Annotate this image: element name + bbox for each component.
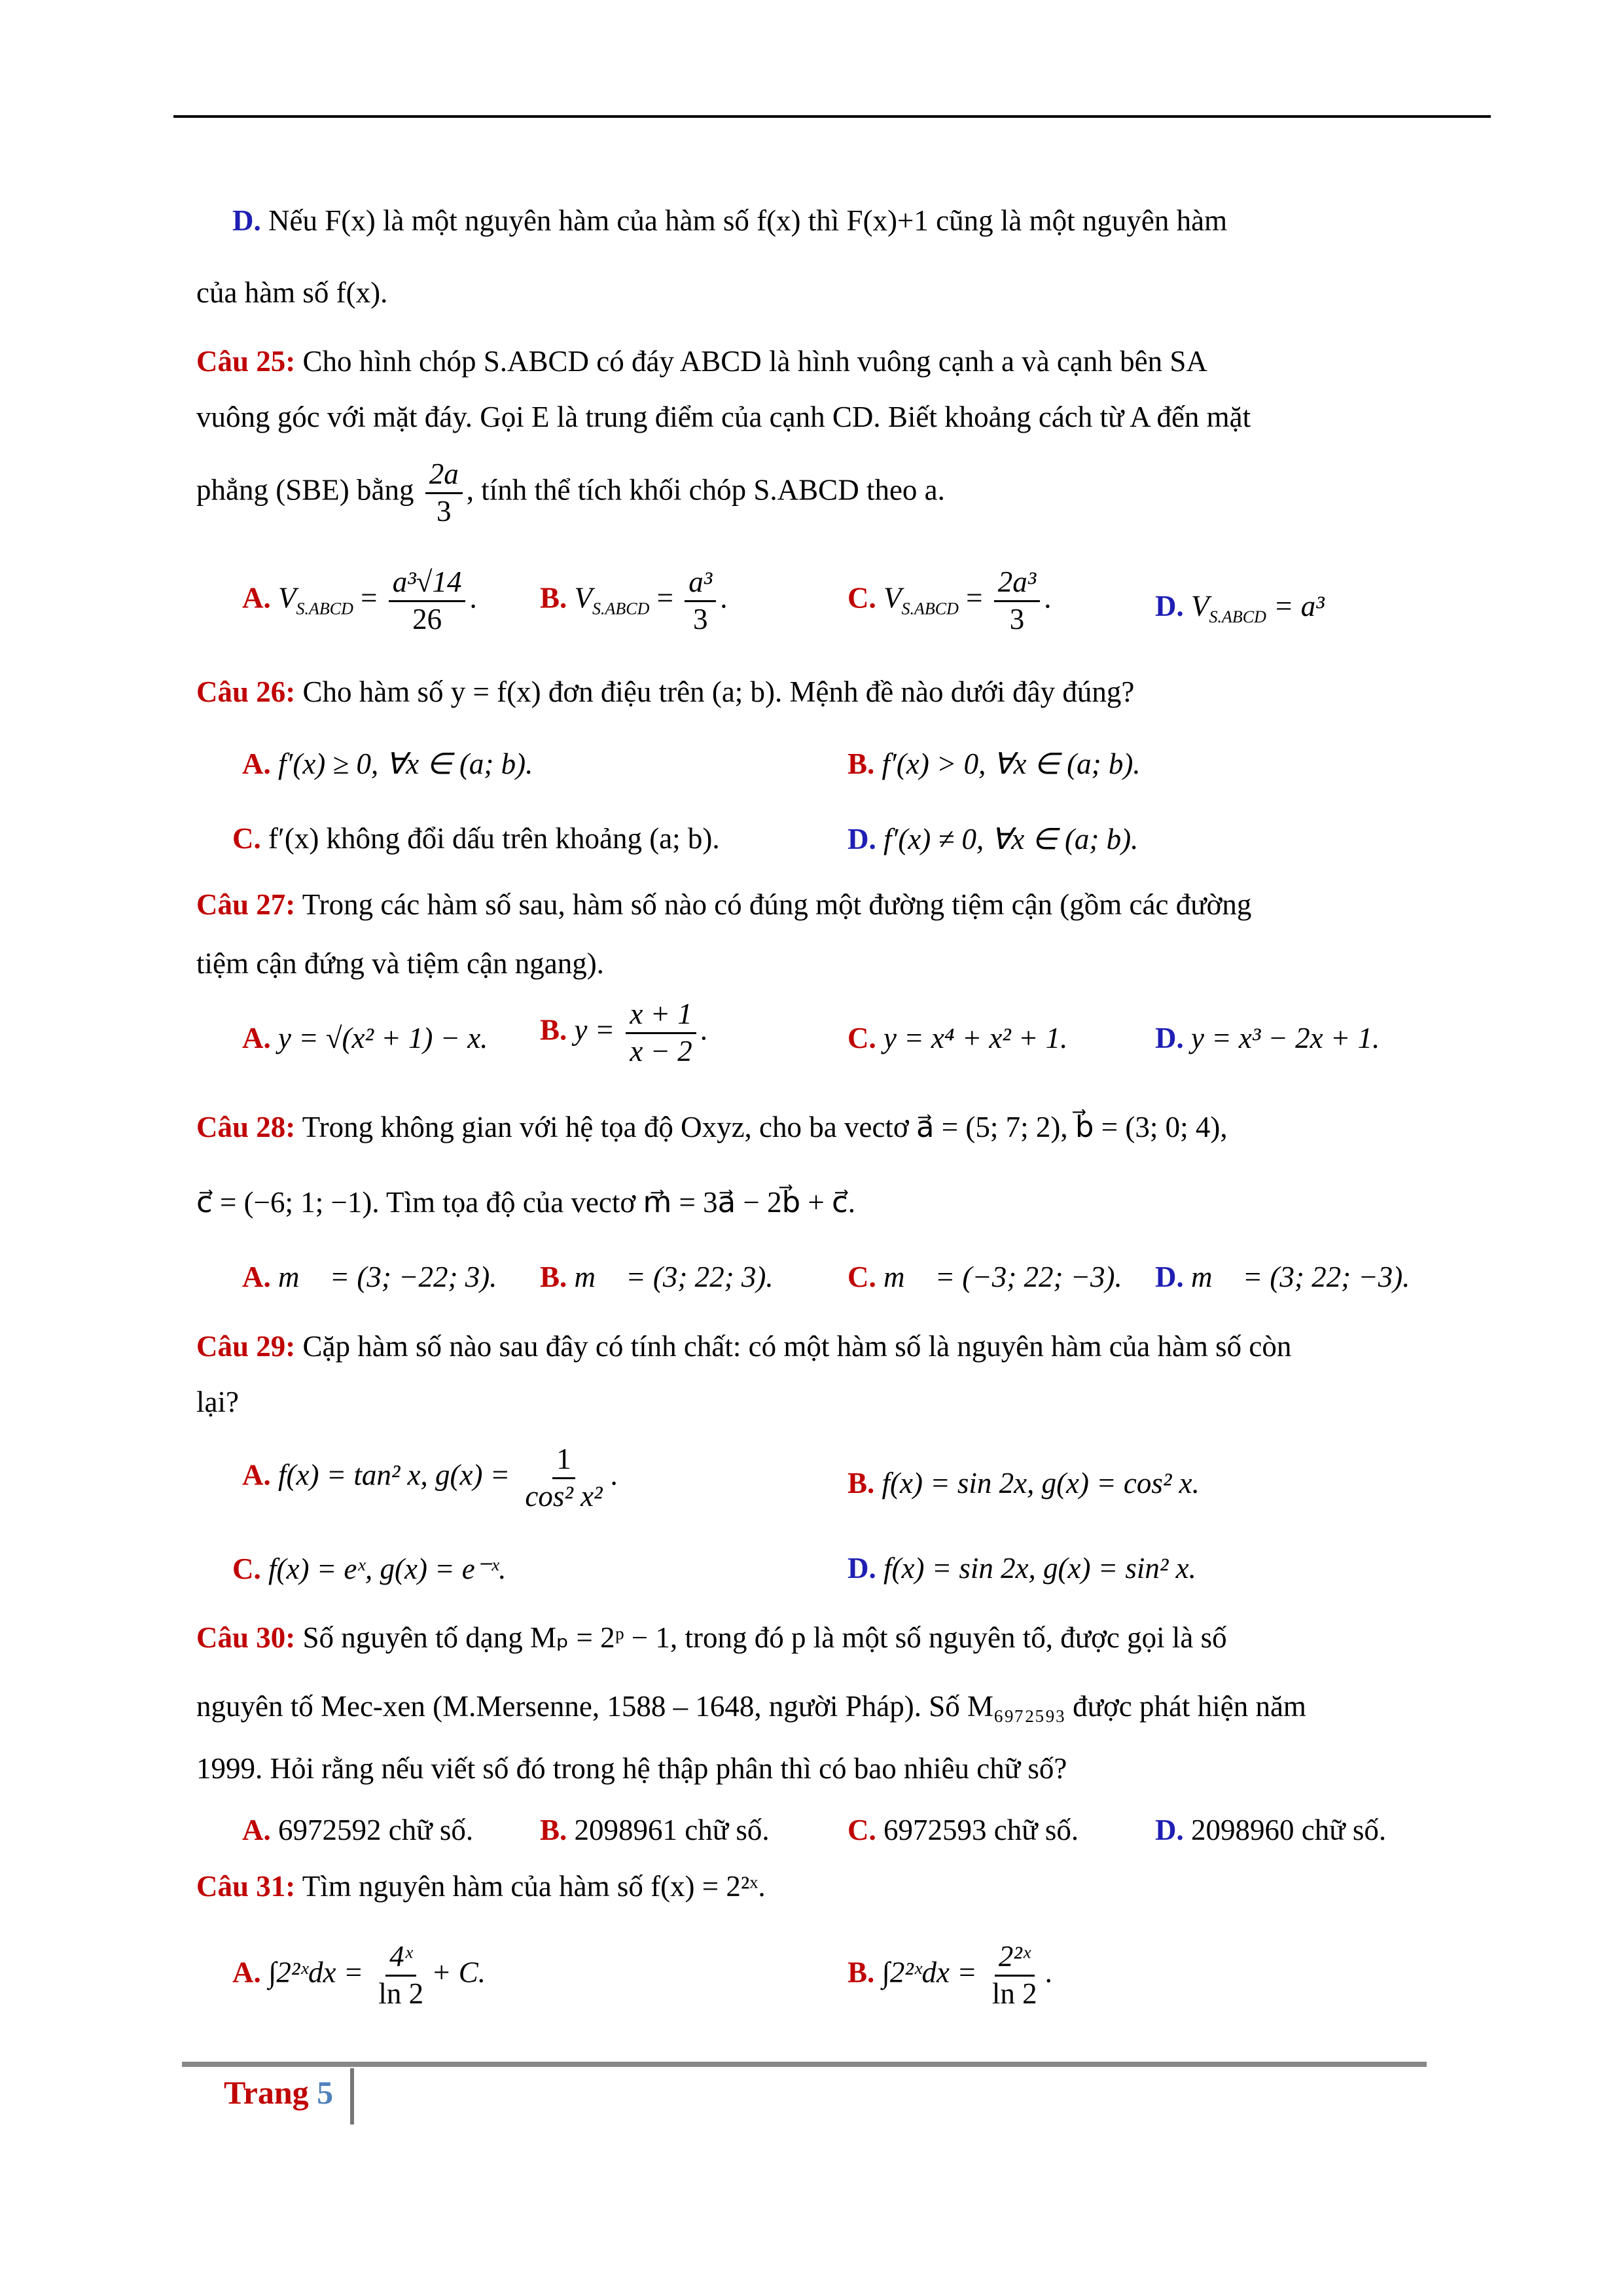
footer-divider xyxy=(350,2068,354,2125)
q30-option-a: A. 6972592 chữ số. xyxy=(242,1814,474,1846)
q25-option-c: C. $V_{S.ABCD}$ = $\frac{\text{2a³}}{3}$ . xyxy=(847,565,1052,636)
q25-stem-line2: vuông góc với mặt đáy. Gọi E là trung điểm của cạnh CD. Biết khoảng cách từ A đến mặt xyxy=(196,401,1251,433)
q30-option-c: C. 6972593 chữ số. xyxy=(847,1814,1079,1846)
q29-option-c: C. f(x) = eˣ, g(x) = e⁻ˣ. xyxy=(232,1552,507,1585)
q24-option-d-line2: của hàm số f(x). xyxy=(196,276,388,309)
q27-option-c: C. y = x⁴ + x² + 1. xyxy=(847,1022,1068,1054)
q29-option-a: A. f(x) = tan² x, g(x) = $\frac{1}{\text{cos² x²}}$ . xyxy=(242,1443,618,1513)
q27-option-b: B. y = $\frac{x + 1}{x - 2}$ . xyxy=(540,997,707,1067)
q29-stem-line1: Câu 29: Cặp hàm số nào sau đây có tính chất: có một hàm số là nguyên hàm của hàm số còn xyxy=(196,1330,1292,1363)
q26-option-c: C. f′(x) không đổi dấu trên khoảng (a; b). xyxy=(232,822,720,855)
q25-stem-line1: Câu 25: Cho hình chóp S.ABCD có đáy ABCD là hình vuông cạnh a và cạnh bên SA xyxy=(196,345,1207,378)
q30-option-d: D. 2098960 chữ số. xyxy=(1155,1814,1387,1846)
footer-rule xyxy=(182,2062,1427,2067)
q25-stem-line3: phẳng (SBE) bằng $\frac{2a}{3}$ , tính thể tích khối chóp S.ABCD theo a. xyxy=(196,457,945,528)
q28-option-a: A. m⃗ = (3; −22; 3). xyxy=(242,1261,497,1293)
q31-option-a: A. ∫2²ˣdx = $\frac{\text{4ˣ}}{\ln 2}$ + C. xyxy=(232,1940,486,2010)
q31-option-b: B. ∫2²ˣdx = $\frac{\text{2²ˣ}}{\ln 2}$ . xyxy=(847,1940,1052,2010)
q30-stem-line1: Câu 30: Số nguyên tố dạng Mₚ = 2ᵖ − 1, trong đó p là một số nguyên tố, được gọi là số xyxy=(196,1621,1227,1654)
q30-option-b: B. 2098961 chữ số. xyxy=(540,1814,770,1846)
q29-option-b: B. f(x) = sin 2x, g(x) = cos² x. xyxy=(847,1467,1200,1499)
q28-stem-line1: Câu 28: Trong không gian với hệ tọa độ Oxyz, cho ba vectơ a⃗ = (5; 7; 2), b⃗ = (3; 0; 4), xyxy=(196,1111,1228,1143)
q29-stem-line2: lại? xyxy=(196,1386,239,1418)
q25-option-b: B. $V_{S.ABCD}$ = $\frac{\text{a³}}{3}$ . xyxy=(540,565,728,636)
q25-option-a: A. $V_{S.ABCD}$ = $\frac{\text{a³√14}}{26}$ . xyxy=(242,565,477,636)
q26-stem: Câu 26: Cho hàm số y = f(x) đơn điệu trên (a; b). Mệnh đề nào dưới đây đúng? xyxy=(196,675,1135,708)
q31-stem: Câu 31: Tìm nguyên hàm của hàm số f(x) = 2²ˣ. xyxy=(196,1870,766,1903)
q30-stem-line2: nguyên tố Mec-xen (M.Mersenne, 1588 – 1648, người Pháp). Số M₆₉₇₂₅₉₃ được phát hiện năm xyxy=(196,1690,1306,1723)
q28-option-b: B. m⃗ = (3; 22; 3). xyxy=(540,1261,774,1293)
q26-option-b: B. f′(x) > 0, ∀x ∈ (a; b). xyxy=(847,747,1141,780)
q24-option-d: D. Nếu F(x) là một nguyên hàm của hàm số f(x) thì F(x)+1 cũng là một nguyên hàm xyxy=(232,204,1228,237)
q27-option-d: D. y = x³ − 2x + 1. xyxy=(1155,1022,1380,1054)
q28-option-d: D. m⃗ = (3; 22; −3). xyxy=(1155,1261,1410,1293)
q30-stem-line3: 1999. Hỏi rằng nếu viết số đó trong hệ thập phân thì có bao nhiêu chữ số? xyxy=(196,1752,1067,1785)
q28-stem-line2: c⃗ = (−6; 1; −1). Tìm tọa độ của vectơ m⃗ = 3a⃗ − 2b⃗ + c⃗. xyxy=(196,1186,856,1219)
header-rule xyxy=(173,115,1491,118)
q27-stem-line1: Câu 27: Trong các hàm số sau, hàm số nào có đúng một đường tiệm cận (gồm các đường xyxy=(196,888,1252,921)
q25-fraction: $\frac{2a}{3}$ xyxy=(425,458,463,528)
q26-option-d: D. f′(x) ≠ 0, ∀x ∈ (a; b). xyxy=(847,823,1139,855)
q25-option-d: D. $V_{S.ABCD} = a^3$ xyxy=(1155,590,1325,626)
q29-option-d: D. f(x) = sin 2x, g(x) = sin² x. xyxy=(847,1552,1196,1585)
q27-stem-line2: tiệm cận đứng và tiệm cận ngang). xyxy=(196,947,604,980)
q27-option-a: A. y = √(x² + 1) − x. xyxy=(242,1022,488,1054)
q28-option-c: C. m⃗ = (−3; 22; −3). xyxy=(847,1261,1122,1293)
page-number: Trang 5 xyxy=(224,2074,334,2111)
q26-option-a: A. f′(x) ≥ 0, ∀x ∈ (a; b). xyxy=(242,747,533,780)
